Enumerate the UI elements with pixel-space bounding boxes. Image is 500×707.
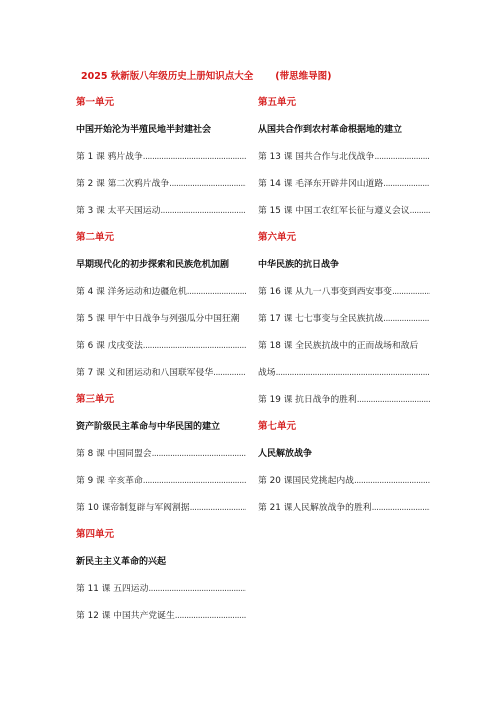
unit-theme: 从国共合作到农村革命根据地的建立 <box>258 125 403 135</box>
lesson-item: 第 4 课 洋务运动和边疆危机 ..... <box>76 285 246 312</box>
lesson-item: 第 13 课 国共合作与北伐战争 ..... <box>258 150 430 177</box>
title-main: 2025 秋新版八年级历史上册知识点大全 <box>81 71 254 82</box>
lesson-item: 第 19 课 抗日战争的胜利 ..... <box>258 393 430 420</box>
lesson-item: 战场 ..... <box>258 366 430 393</box>
unit-theme: 新民主主义革命的兴起 <box>76 557 167 567</box>
lesson-item: 第 16 课 从九一八事变到西安事变 ..... <box>258 285 430 312</box>
lesson-item: 第 17 课 七七事变与全民族抗战 ..... <box>258 312 430 339</box>
lesson-item: 第 20 课国民党挑起内战 ..... <box>258 474 430 501</box>
lesson-item: 第 18 课 全民族抗战中的正而战场和敌后 <box>258 341 419 351</box>
unit-heading: 第五单元 <box>258 97 297 108</box>
unit-theme: 中国开始沦为半殖民地半封建社会 <box>76 125 212 135</box>
title-sub: (带思维导图) <box>275 71 332 82</box>
unit-theme: 中华民族的抗日战争 <box>258 260 340 270</box>
unit-theme: 人民解放战争 <box>258 449 313 459</box>
lesson-item: 第 10 课帝制复辟与军阀割据 ..... <box>76 501 246 528</box>
lesson-item: 第 3 课 太平天国运动 ..... <box>76 204 246 231</box>
lesson-item: 第 21 课人民解放战争的胜利 ..... <box>258 501 430 528</box>
lesson-item: 第 9 课 辛亥革命 ..... <box>76 474 246 501</box>
lesson-item: 第 5 课 甲午中日战争与列强瓜分中国狂潮 <box>76 314 240 324</box>
lesson-item: 第 2 课 第二次鸦片战争 ..... <box>76 177 246 204</box>
document-title <box>81 68 331 82</box>
lesson-item: 第 11 课 五四运动 ..... <box>76 582 246 609</box>
lesson-item: 第 8 课 中国同盟会 ..... <box>76 447 246 474</box>
lesson-item: 第 15 课 中国工农红军长征与遵义会议 ..... <box>258 204 430 231</box>
lesson-item: 第 12 课 中国共产党诞生 ..... <box>76 609 246 636</box>
lesson-item: 第 7 课 义和团运动和八国联军侵华 ..... <box>76 366 246 393</box>
unit-heading: 第二单元 <box>76 232 115 243</box>
lesson-item: 第 6 课 戊戌变法 ..... <box>76 339 246 366</box>
unit-heading: 第四单元 <box>76 529 115 540</box>
unit-theme: 资产阶级民主革命与中华民国的建立 <box>76 422 221 432</box>
unit-heading: 第三单元 <box>76 394 115 405</box>
unit-theme: 早期现代化的初步探索和民族危机加剧 <box>76 260 230 270</box>
unit-heading: 第六单元 <box>258 232 297 243</box>
lesson-item: 第 14 课 毛泽东开辟井冈山道路 ..... <box>258 177 430 204</box>
unit-heading: 第一单元 <box>76 97 115 108</box>
right-column <box>258 96 430 528</box>
left-column <box>76 96 246 636</box>
unit-heading: 第七单元 <box>258 421 297 432</box>
lesson-item: 第 1 课 鸦片战争 ..... <box>76 150 246 177</box>
